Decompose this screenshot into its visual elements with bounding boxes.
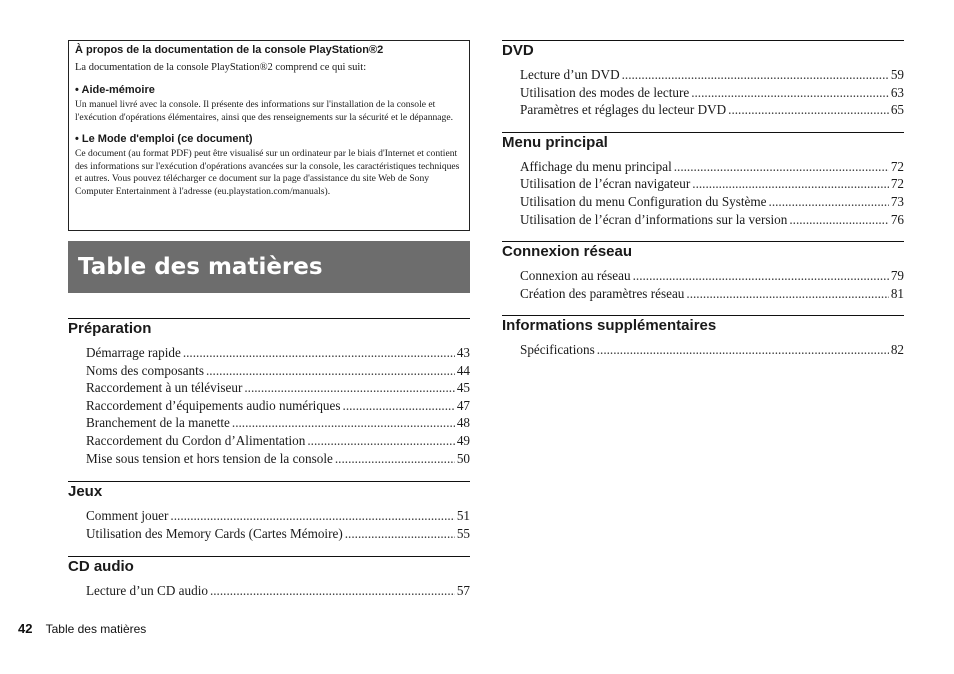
toc-entry-page: 48 xyxy=(456,415,470,431)
toc-entry[interactable] xyxy=(520,211,904,229)
toc-section-cd-audio xyxy=(68,556,470,600)
toc-entry-page: 51 xyxy=(456,508,470,524)
toc-right xyxy=(502,40,904,359)
toc-dot-leader xyxy=(307,432,454,450)
toc-entry-list xyxy=(502,66,904,119)
toc-entry-label: Paramètres et réglages du lecteur DVD xyxy=(520,102,727,118)
right-column xyxy=(502,40,904,359)
toc-section-title: Connexion réseau xyxy=(502,243,633,261)
footer-label: Table des matières xyxy=(45,622,147,636)
toc-entry-list xyxy=(502,158,904,228)
toc-dot-leader xyxy=(674,158,889,176)
toc-section-connexion-reseau xyxy=(502,241,904,302)
toc-dot-leader xyxy=(633,267,889,285)
page-number: 42 xyxy=(18,621,33,636)
toc-entry-page: 49 xyxy=(456,432,470,448)
toc-section-title: CD audio xyxy=(68,558,134,576)
toc-entry-label: Raccordement à un téléviseur xyxy=(86,380,243,396)
toc-entry-label: Utilisation des modes de lecture xyxy=(520,84,690,100)
toc-entry[interactable] xyxy=(86,432,470,450)
toc-entry[interactable] xyxy=(520,158,904,176)
toc-entry[interactable] xyxy=(520,175,904,193)
toc-entry-page: 50 xyxy=(456,450,470,466)
toc-entry[interactable] xyxy=(86,379,470,397)
toc-entry-page: 55 xyxy=(456,525,470,541)
toc-entry[interactable] xyxy=(86,507,470,525)
toc-entry[interactable] xyxy=(520,193,904,211)
toc-entry-page: 82 xyxy=(890,342,904,358)
toc-entry-label: Utilisation de l’écran navigateur xyxy=(520,176,691,192)
toc-dot-leader xyxy=(597,341,889,359)
toc-dot-leader xyxy=(789,211,888,229)
toc-entry[interactable] xyxy=(520,84,904,102)
toc-dot-leader xyxy=(691,84,889,102)
toc-entry-page: 72 xyxy=(890,176,904,192)
toc-entry-label: Comment jouer xyxy=(86,508,169,524)
toc-entry[interactable] xyxy=(520,66,904,84)
toc-entry[interactable] xyxy=(86,344,470,362)
toc-dot-leader xyxy=(343,397,455,415)
toc-entry-page: 43 xyxy=(456,345,470,360)
toc-entry-page: 76 xyxy=(890,211,904,227)
toc-section-title: Préparation xyxy=(68,320,152,337)
toc-entry-label: Noms des composants xyxy=(86,362,204,378)
toc-entry-list xyxy=(68,507,470,542)
toc-entry-page: 57 xyxy=(456,583,470,599)
toc-dot-leader xyxy=(210,582,455,600)
toc-entry-page: 72 xyxy=(890,158,904,174)
toc-entry[interactable] xyxy=(520,341,904,359)
toc-entry-list xyxy=(502,341,904,359)
toc-entry-label: Mise sous tension et hors tension de la console xyxy=(86,450,333,466)
toc-entry-page: 81 xyxy=(890,285,904,301)
documentation-info-box xyxy=(68,40,470,231)
bullet-text-user-manual: Ce document (au format PDF) peut être visualisé sur un ordinateur par le biais d'Internet et contient des informations sur l'exécution d'opérations avancées sur la console, les caractéristiques techniques et autres. Vous pouvez télécharger ce document sur la page d'assistance du site Web de Sony Computer Entertainment à l'adresse (eu.playstation.com/manuals). xyxy=(75,148,460,197)
toc-dot-leader xyxy=(232,414,455,432)
toc-entry-label: Utilisation de l’écran d’informations sur la version xyxy=(520,211,788,227)
toc-section-title: Informations supplémentaires xyxy=(502,317,717,335)
toc-dot-leader xyxy=(206,362,455,380)
toc-entry-list xyxy=(68,582,470,600)
toc-entry-label: Connexion au réseau xyxy=(520,268,631,284)
toc-section-preparation xyxy=(68,318,470,467)
doc-box-heading: À propos de la documentation de la console PlayStation®2 xyxy=(75,44,384,56)
doc-box-intro: La documentation de la console PlayStation®2 comprend ce qui suit: xyxy=(75,62,367,73)
toc-section-menu-principal xyxy=(502,132,904,228)
left-column xyxy=(68,40,470,600)
toc-entry-label: Utilisation des Memory Cards (Cartes Mémoire) xyxy=(86,525,343,541)
toc-entry-page: 59 xyxy=(890,67,904,82)
toc-section-title: Jeux xyxy=(68,483,103,501)
toc-section-informations-supplementaires xyxy=(502,315,904,359)
toc-dot-leader xyxy=(345,525,455,543)
toc-section-title: DVD xyxy=(502,42,534,59)
toc-entry-page: 47 xyxy=(456,397,470,413)
toc-entry-page: 44 xyxy=(456,362,470,378)
toc-entry[interactable] xyxy=(86,414,470,432)
toc-entry-label: Affichage du menu principal xyxy=(520,158,672,174)
toc-entry-page: 45 xyxy=(456,380,470,396)
toc-entry-label: Raccordement d’équipements audio numériques xyxy=(86,397,341,413)
toc-dot-leader xyxy=(622,66,889,84)
toc-entry[interactable] xyxy=(86,582,470,600)
toc-entry[interactable] xyxy=(86,362,470,380)
toc-entry-list xyxy=(68,344,470,467)
toc-entry-page: 63 xyxy=(890,84,904,100)
toc-entry-page: 65 xyxy=(890,102,904,118)
toc-section-jeux xyxy=(68,481,470,542)
toc-section-dvd xyxy=(502,40,904,119)
toc-dot-leader xyxy=(335,450,455,468)
toc-entry-page: 79 xyxy=(890,268,904,284)
page-footer xyxy=(18,621,146,636)
toc-entry-label: Raccordement du Cordon d’Alimentation xyxy=(86,432,306,448)
toc-entry-label: Utilisation du menu Configuration du Système xyxy=(520,193,767,209)
toc-entry-list xyxy=(502,267,904,302)
toc-entry[interactable] xyxy=(520,267,904,285)
toc-entry-label: Branchement de la manette xyxy=(86,415,230,431)
bullet-title-quick-reference: • Aide-mémoire xyxy=(75,84,155,96)
toc-entry[interactable] xyxy=(86,397,470,415)
toc-entry-label: Création des paramètres réseau xyxy=(520,285,685,301)
toc-entry-page: 73 xyxy=(890,193,904,209)
bullet-title-user-manual: • Le Mode d'emploi (ce document) xyxy=(75,133,253,146)
toc-entry[interactable] xyxy=(520,101,904,119)
toc-dot-leader xyxy=(728,101,889,119)
toc-dot-leader xyxy=(170,507,454,525)
bullet-text-quick-reference: Un manuel livré avec la console. Il présente des informations sur l'installation de la console et l'exécution d'opérations élémentaires, ainsi que des renseignements sur la sécurité et le dépannage. xyxy=(75,99,454,123)
toc-entry-label: Lecture d’un CD audio xyxy=(86,583,208,599)
toc-dot-leader xyxy=(686,285,888,303)
toc-left xyxy=(68,318,470,600)
toc-entry[interactable] xyxy=(86,450,470,468)
toc-dot-leader xyxy=(183,344,455,362)
toc-section-title: Menu principal xyxy=(502,133,608,151)
toc-dot-leader xyxy=(692,175,889,193)
toc-entry[interactable] xyxy=(520,285,904,303)
toc-dot-leader xyxy=(769,193,889,211)
toc-entry-label: Lecture d’un DVD xyxy=(520,67,620,82)
toc-entry-label: Démarrage rapide xyxy=(86,345,181,360)
toc-entry[interactable] xyxy=(86,525,470,543)
toc-dot-leader xyxy=(244,379,454,397)
toc-entry-label: Spécifications xyxy=(520,342,595,358)
page-title-banner: Table des matières xyxy=(68,241,470,293)
